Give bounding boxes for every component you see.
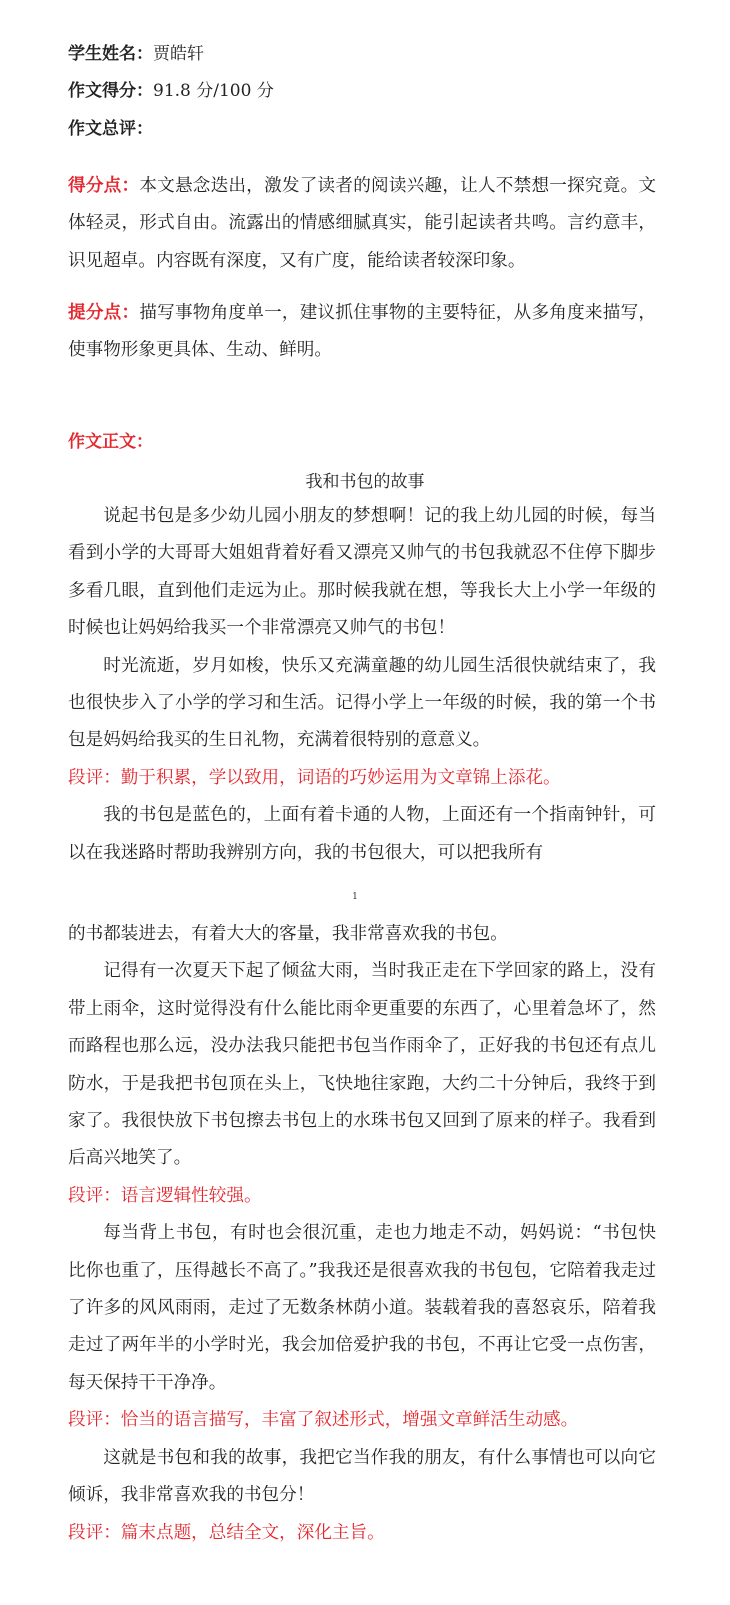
essay-title: 我和书包的故事: [305, 472, 425, 492]
paragraph-comment-2: 段评：语言逻辑性较强。: [68, 1185, 262, 1206]
score-value: 91.8 分/100 分: [153, 81, 274, 101]
score-row: [68, 83, 274, 100]
improvements-text: 描写事物角度单一，建议抓住事物的主要特征，从多角度来描写，使事物形象更具体、生动、鲜明。: [68, 303, 656, 361]
student-name-label: 学生姓名：: [68, 44, 153, 64]
essay-paragraph-5: 每当背上书包，有时也会很沉重，走也力地走不动，妈妈说：“书包快比你也重了，压得越长不高了。”我我还是很喜欢我的书包包，它陪着我走过了许多的风风雨雨，走过了无数条林荫小道。装载着我的喜怒哀乐，陪着我走过了两年半的小学时光，我会加倍爱护我的书包，不再让它受一点伤害，每天保持干干净净。: [68, 1223, 656, 1393]
essay-label: 作文正文：: [68, 432, 153, 452]
overall-comment-label-text: 作文总评：: [68, 119, 153, 139]
essay-paragraph-6: 这就是书包和我的故事，我把它当作我的朋友，有什么事情也可以向它倾诉，我非常喜欢我的书包分！: [68, 1447, 656, 1506]
merits-section: [68, 167, 656, 280]
improvements-section: [68, 294, 656, 370]
paragraph-comment-4: 段评：篇末点题，总结全文，深化主旨。: [68, 1522, 385, 1543]
essay-paragraph-4: 记得有一次夏天下起了倾盆大雨，当时我正走在下学回家的路上，没有带上雨伞，这时觉得没有什么能比雨伞更重要的东西了，心里着急坏了，然而路程也那么远，没办法我只能把书包当作雨伞了，正好我的书包还有点儿防水，于是我把书包顶在头上，飞快地往家跑，大约二十分钟后，我终于到家了。我很快放下书包擦去书包上的水珠书包又回到了原来的样子。我看到后高兴地笑了。: [68, 961, 656, 1169]
paragraph-comment-3: 段评：恰当的语言描写，丰富了叙述形式，增强文章鲜活生动感。: [68, 1410, 579, 1431]
student-name-value: 贾皓轩: [153, 44, 204, 64]
overall-comment-label: [68, 121, 153, 138]
merits-label: 得分点：: [68, 175, 140, 196]
student-name-row: [68, 46, 204, 63]
page-number: 1: [352, 892, 358, 902]
essay-paragraph-3-part2: 的书都装进去，有着大大的客量，我非常喜欢我的书包。: [68, 924, 508, 944]
score-label: 作文得分：: [68, 81, 153, 101]
essay-paragraph-2: 时光流逝，岁月如梭，快乐又充满童趣的幼儿园生活很快就结束了，我也很快步入了小学的学习和生活。记得小学上一年级的时候，我的第一个书包是妈妈给我买的生日礼物，充满着很特别的意意义。: [68, 655, 656, 751]
essay-body-page2: [68, 916, 656, 1552]
paragraph-comment-1: 段评：勤于积累，学以致用，词语的巧妙运用为文章锦上添花。: [68, 767, 561, 788]
improvements-label: 提分点：: [68, 302, 140, 323]
essay-paragraph-3-part1: 我的书包是蓝色的，上面有着卡通的人物，上面还有一个指南钟针，可以在我迷路时帮助我辨别方向，我的书包很大，可以把我所有: [68, 805, 656, 863]
essay-body-page1: [68, 498, 656, 872]
merits-text: 本文悬念迭出，激发了读者的阅读兴趣，让人不禁想一探究竟。文体轻灵，形式自由。流露出的情感细腻真实，能引起读者共鸣。言约意丰，识见超卓。内容既有深度，又有广度，能给读者较深印象。: [68, 176, 656, 271]
essay-paragraph-1: 说起书包是多少幼儿园小朋友的梦想啊！记的我上幼儿园的时候，每当看到小学的大哥哥大姐姐背着好看又漂亮又帅气的书包我就忍不住停下脚步多看几眼，直到他们走远为止。那时候我就在想，等我长大上小学一年级的时候也让妈妈给我买一个非常漂亮又帅气的书包！: [68, 506, 656, 639]
